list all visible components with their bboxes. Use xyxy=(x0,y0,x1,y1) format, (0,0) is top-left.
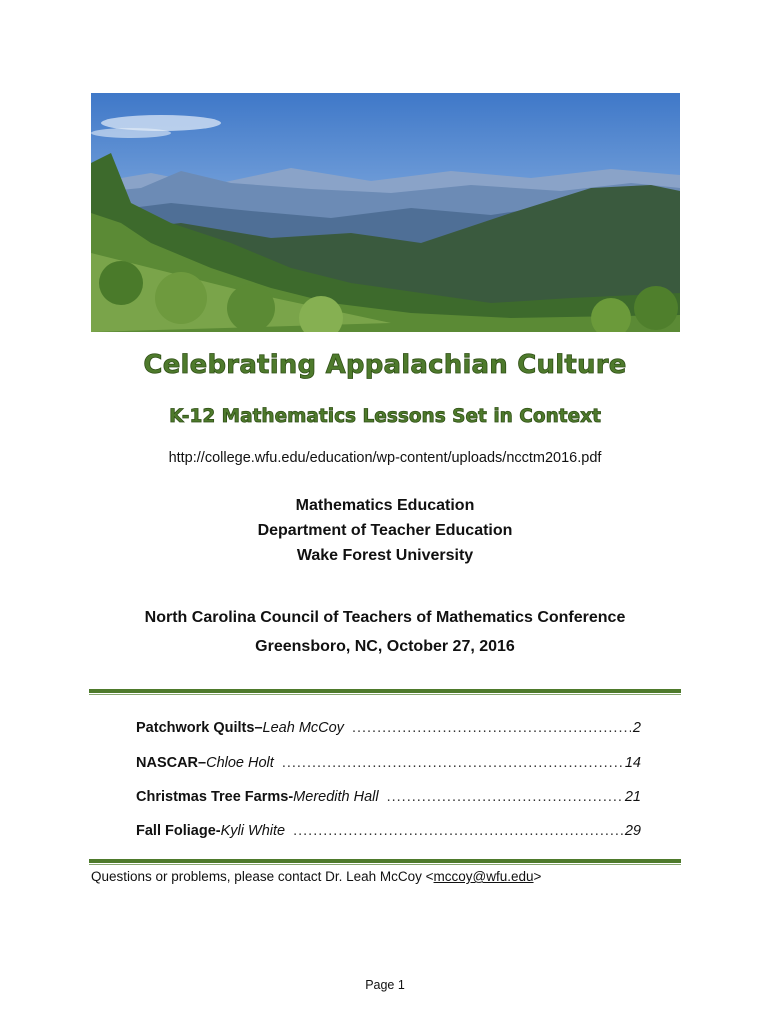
toc-entry-separator: – xyxy=(254,720,263,736)
contact-line xyxy=(91,869,541,884)
toc-entry-separator: - xyxy=(215,823,221,839)
toc-entry-author: Chloe Holt xyxy=(206,755,274,771)
toc-entry xyxy=(136,720,641,736)
toc-leader-dots xyxy=(293,823,623,839)
toc-leader-dots xyxy=(352,720,631,736)
document-title: Celebrating Appalachian Culture xyxy=(143,350,627,380)
toc-entry-page: 29 xyxy=(624,823,641,839)
page-number: Page 1 xyxy=(365,978,405,992)
mountain-landscape-image xyxy=(91,93,680,332)
department-line: Department of Teacher Education xyxy=(257,522,513,539)
toc-entry-title: Fall Foliage xyxy=(136,823,216,839)
toc-entry-author: Kyli White xyxy=(220,823,286,839)
toc-entry-page: 14 xyxy=(624,755,641,771)
toc-entry-author: Leah McCoy xyxy=(262,720,344,736)
toc-entry-title: Patchwork Quilts xyxy=(136,720,255,736)
toc-entry-page: 2 xyxy=(632,720,641,736)
conference-name: North Carolina Council of Teachers of Mathematics Conference xyxy=(144,609,626,626)
department-line: Mathematics Education xyxy=(295,497,475,514)
department-line: Wake Forest University xyxy=(296,547,474,564)
toc-entry xyxy=(136,755,641,771)
toc-entry xyxy=(136,823,641,839)
toc-entry-author: Meredith Hall xyxy=(293,789,379,805)
toc-entry-page: 21 xyxy=(624,789,641,805)
divider xyxy=(89,859,681,865)
toc-entry-separator: - xyxy=(288,789,294,805)
toc-entry-title: Christmas Tree Farms xyxy=(136,789,289,805)
contact-suffix: > xyxy=(533,869,542,884)
toc-leader-dots xyxy=(282,755,623,771)
toc-entry xyxy=(136,789,641,805)
conference-location-date: Greensboro, NC, October 27, 2016 xyxy=(255,638,515,655)
toc-leader-dots xyxy=(387,789,623,805)
contact-text: Questions or problems, please contact Dr. Leah McCoy < xyxy=(91,869,434,884)
toc-entry-separator: – xyxy=(198,755,207,771)
contact-email-link[interactable]: mccoy@wfu.edu xyxy=(433,869,534,884)
document-url[interactable]: http://college.wfu.edu/education/wp-content/uploads/ncctm2016.pdf xyxy=(168,450,602,466)
toc-entry-title: NASCAR xyxy=(136,755,199,771)
cover-photo-mountains xyxy=(91,93,680,332)
divider xyxy=(89,689,681,695)
document-subtitle: K-12 Mathematics Lessons Set in Context xyxy=(169,406,601,427)
